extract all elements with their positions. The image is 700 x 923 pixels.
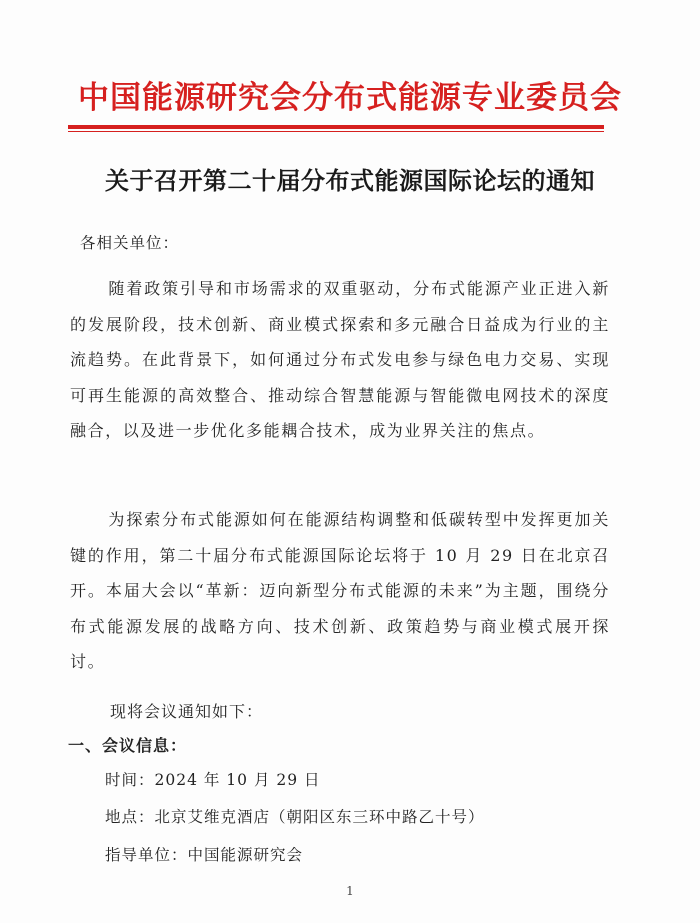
header-divider-thin: [68, 131, 604, 132]
page-number: 1: [346, 884, 354, 898]
body-paragraph-1: 随着政策引导和市场需求的双重驱动，分布式能源产业正进入新的发展阶段，技术创新、商业模式探索和多元融合日益成为行业的主流趋势。在此背景下，如何通过分布式发电参与绿色电力交易、实现可再生能源的高效整合、推动综合智慧能源与智能微电网技术的深度融合，以及进一步优化多能耦合技术，成为业界关注的焦点。: [70, 279, 610, 441]
section-heading-meeting-info: 一、会议信息：: [68, 736, 188, 755]
notice-intro-line: 现将会议通知如下：: [110, 702, 264, 721]
meeting-place: 地点：北京艾维克酒店（朝阳区东三环中路乙十号）: [105, 808, 485, 826]
notice-title: 关于召开第二十届分布式能源国际论坛的通知: [105, 167, 595, 195]
meeting-guiding-unit: 指导单位：中国能源研究会: [105, 846, 304, 864]
organization-header: 中国能源研究会分布式能源专业委员会: [78, 80, 622, 116]
meeting-time: 时间：2024 年 10 月 29 日: [105, 771, 321, 789]
header-divider-thick: [68, 125, 604, 129]
salutation: 各相关单位：: [80, 234, 180, 252]
body-paragraph-2: 为探索分布式能源如何在能源结构调整和低碳转型中发挥更加关键的作用，第二十届分布式能源国际论坛将于 10 月 29 日在北京召开。本届大会以“革新：迈向新型分布式能源的未来”为主题，围绕分布式能源发展的战略方向、技术创新、政策趋势与商业模式展开探讨。: [70, 510, 610, 672]
